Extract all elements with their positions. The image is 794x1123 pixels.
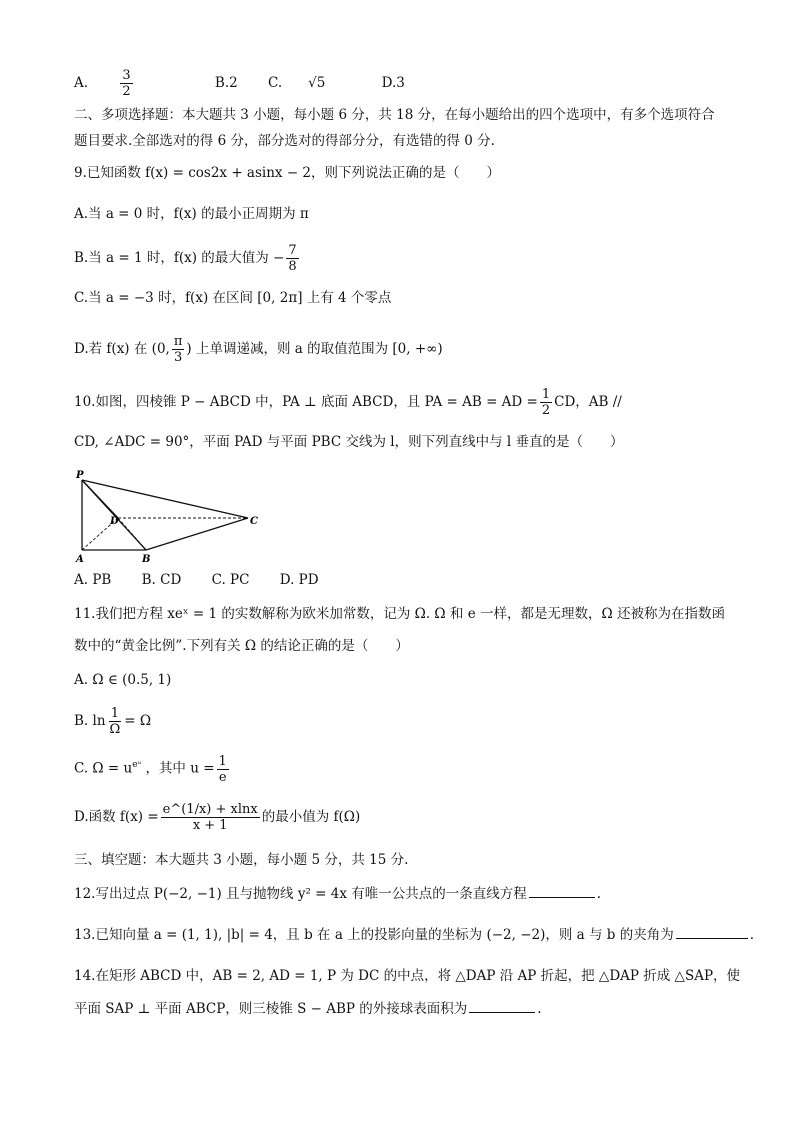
q8-option-a: A. $\frac{3}{2}$: [74, 75, 189, 91]
section3-title: 三、填空题：本大题共 3 小题，每小题 5 分，共 15 分.: [74, 852, 409, 868]
q14-answer-blank[interactable]: [469, 1012, 535, 1013]
pyramid-figure: [74, 470, 264, 566]
q8-options: [74, 64, 724, 102]
q11-option-b: B. ln $\frac{1}{\Omega}$ = Ω: [74, 706, 152, 737]
q9-option-b: B.当 a = 1 时，f(x) 的最大值为 − $\frac{7}{8}$: [74, 243, 297, 274]
q10-option-b: B. CD: [141, 572, 182, 588]
q11-option-a: A. Ω ∈ (0.5, 1): [74, 672, 172, 688]
q8-option-d: D.3: [381, 75, 405, 91]
section2-line2: 题目要求.全部选对的得 6 分，部分选对的得部分分，有选错的得 0 分.: [74, 133, 495, 149]
edge-bc: [146, 518, 248, 550]
q8-option-b: B.2: [214, 75, 238, 91]
edge-pc: [82, 480, 248, 518]
q11-line2: 数中的“黄金比例”.下列有关 Ω 的结论正确的是（ ）: [74, 638, 409, 654]
q9-option-c: C.当 a = −3 时，f(x) 在区间 [0, 2π] 上有 4 个零点: [74, 290, 392, 306]
q14-line1: 14.在矩形 ABCD 中，AB = 2, AD = 1, P 为 DC 的中点，将 △DAP 沿 AP 折起，把 △DAP 折成 △SAP，使: [74, 968, 741, 984]
q14-line2: 平面 SAP ⊥ 平面 ABCP，则三棱锥 S − ABP 的外接球表面积为 .: [74, 1001, 542, 1017]
q10-line1: 10.如图，四棱锥 P − ABCD 中，PA ⊥ 底面 ABCD，且 PA = AB = AD = $\frac{1}{2}$ CD，AB //: [74, 387, 622, 418]
q10-option-d: D. PD: [279, 572, 319, 588]
q11-option-d: D.函数 f(x) = $\frac{e\^{}(1/x) + xlnx}{x + 1}$ 的最小值为 f(Ω): [74, 802, 361, 833]
q12-answer-blank[interactable]: [529, 897, 595, 898]
q13-answer-blank[interactable]: [676, 938, 748, 939]
label-a: A: [76, 554, 84, 565]
edge-db: [118, 518, 146, 550]
q8-option-c: C. √5: [268, 75, 326, 91]
q11-option-c-fraction: $\frac{1}{e}$: [218, 753, 227, 785]
label-c: C: [250, 516, 258, 527]
section2-line1: 二、多项选择题：本大题共 3 小题，每小题 6 分，共 18 分，在每小题给出的四个选项中，有多个选项符合: [74, 107, 715, 123]
q9-option-d: D.若 f(x) 在 (0, $\frac{\pi}{3}$ ) 上单调递减，则 a 的取值范围为 [0, +∞): [74, 334, 443, 365]
q12: 12.写出过点 P(−2, −1) 且与抛物线 y² = 4x 有唯一公共点的一条直线方程 .: [74, 886, 602, 902]
q13: 13.已知向量 a = (1, 1), |b| = 4，且 b 在 a 上的投影向量的坐标为 (−2, −2)，则 a 与 b 的夹角为 .: [74, 927, 755, 943]
edge-pd: [82, 480, 118, 518]
q11-option-b-fraction: $\frac{1}{\Omega}$: [109, 706, 121, 737]
q10-options: [74, 570, 724, 590]
label-b: B: [142, 554, 151, 565]
q11-line1: 11.我们把方程 xeˣ = 1 的实数解称为欧米加常数，记为 Ω. Ω 和 e 一样，都是无理数，Ω 还被称为在指数函: [74, 606, 725, 622]
label-p: P: [76, 470, 84, 481]
q10-line2: CD, ∠ADC = 90°，平面 PAD 与平面 PBC 交线为 l，则下列直线中与 l 垂直的是（ ）: [74, 434, 624, 450]
q9-option-d-fraction: $\frac{\pi}{3}$: [173, 334, 183, 365]
q9-stem: 9.已知函数 f(x) = cos2x + asinx − 2，则下列说法正确的是（ ）: [74, 165, 501, 181]
q10-option-c: C. PC: [211, 572, 250, 588]
q9-option-a: A.当 a = 0 时，f(x) 的最小正周期为 π: [74, 206, 309, 222]
q10-fraction: $\frac{1}{2}$: [541, 387, 551, 418]
q11-option-d-fraction: $\frac{e\^{}(1/x) + xlnx}{x + 1}$: [162, 802, 258, 833]
q10-option-a: A. PB: [74, 572, 112, 588]
q8-option-a-fraction: $\frac{3}{2}$: [122, 68, 131, 99]
q11-option-c: C. $\Omega = u^{eᵘ}$ ，其中 u = $\frac{1}{e}$: [74, 753, 227, 785]
label-d: D: [110, 516, 119, 527]
q9-option-b-fraction: $\frac{7}{8}$: [288, 243, 297, 274]
